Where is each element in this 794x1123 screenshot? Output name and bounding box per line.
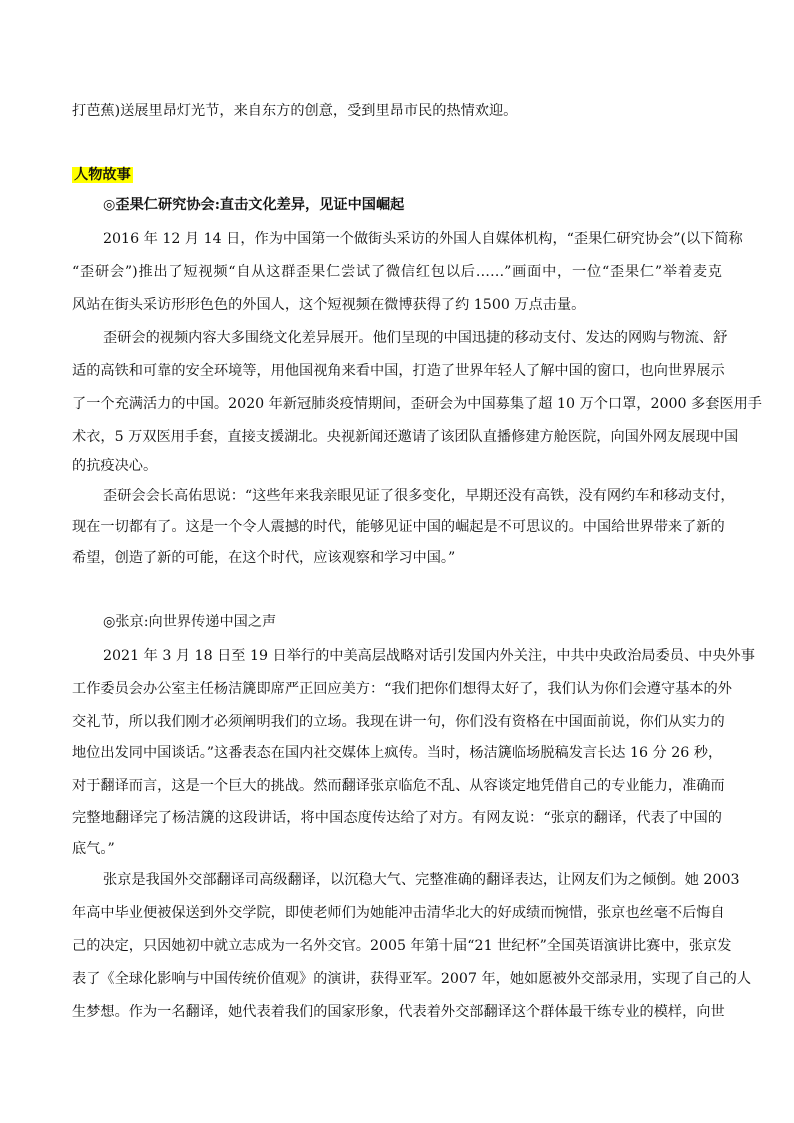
story2-p1-line: 工作委员会办公室主任杨洁篪即席严正回应美方：“我们把你们想得太好了，我们认为你们会遵守基本的外 [72,681,732,697]
story2-p2-line: 表了《全球化影响与中国传统价值观》的演讲，获得亚军。2007 年，她如愿被外交部录用，实现了自己的人 [72,971,752,987]
section-tag-line [72,165,722,185]
story1-p3-line: 希望，创造了新的可能，在这个时代，应该观察和学习中国。” [72,550,456,566]
story1-p1-line: 2016 年 12 月 14 日，作为中国第一个做街头采访的外国人自媒体机构，“歪果仁研究协会”(以下简称 [103,231,743,247]
section-tag: 人物故事 [74,167,131,183]
story2-p1-line: 底气。” [72,841,115,857]
story2-p1-line: 地位出发同中国谈话。”这番表态在国内社交媒体上疯传。当时，杨洁篪临场脱稿发言长达 16 分 26 秒， [72,745,723,761]
story1-p2-line: 歪研会的视频内容大多围绕文化差异展开。他们呈现的中国迅捷的移动支付、发达的网购与物流、舒 [103,330,728,346]
story2-p1-line: 交礼节，所以我们刚才必须阐明我们的立场。我现在讲一句，你们没有资格在中国面前说，你们从实力的 [72,714,725,730]
story1-p2-line: 了一个充满活力的中国。2020 年新冠肺炎疫情期间，歪研会为中国募集了超 10 万个口罩，2000 多套医用手 [72,396,762,412]
story1-p3-line: 现在一切都有了。这是一个令人震撼的时代，能够见证中国的崛起是不可思议的。中国给世界带来了新的 [72,519,725,535]
story1-p2-line: 的抗疫决心。 [72,458,158,474]
story2-p1-line: 完整地翻译完了杨洁篪的这段讲话，将中国态度传达给了对方。有网友说：“张京的翻译，代表了中国的 [72,810,722,826]
story2-title: ◎张京:向世界传递中国之声 [103,614,277,630]
story2-p2-line: 年高中毕业便被保送到外交学院，即使老师们为她能冲击清华北大的好成绩而惋惜，张京也丝毫不后悔自 [72,905,725,921]
intro-line: 打芭蕉)送展里昂灯光节，来自东方的创意，受到里昂市民的热情欢迎。 [72,103,518,119]
story2-p2-line: 生梦想。作为一名翻译，她代表着我们的国家形象，代表着外交部翻译这个群体最干练专业的模样，向世 [72,1004,725,1020]
story1-p1-line: 风站在街头采访形形色色的外国人，这个短视频在微博获得了约 1500 万点击量。 [72,297,586,313]
story2-p1-line: 2021 年 3 月 18 日至 19 日举行的中美高层战略对话引发国内外关注，中共中央政治局委员、中央外事 [103,648,755,664]
story1-p3-line: 歪研会会长高佑思说：“这些年来我亲眼见证了很多变化，早期还没有高铁，没有网约车和移动支付， [103,488,735,504]
story1-p2-line: 适的高铁和可靠的安全环境等，用他国视角来看中国，打造了世界年轻人了解中国的窗口，也向世界展示 [72,363,725,379]
story1-p2-line: 术衣，5 万双医用手套，直接支援湖北。央视新闻还邀请了该团队直播修建方舱医院，向国外网友展现中国 [72,429,739,445]
story2-p2-line: 己的决定，只因她初中就立志成为一名外交官。2005 年第十届“21 世纪杯”全国英语演讲比赛中，张京发 [72,938,732,954]
story2-p2-line: 张京是我国外交部翻译司高级翻译，以沉稳大气、完整准确的翻译表达，让网友们为之倾倒。她 2003 [103,872,740,888]
story1-p1-line: “歪研会”)推出了短视频“自从这群歪果仁尝试了微信红包以后……”画面中，一位“歪果仁”举着麦克 [72,264,722,280]
story2-p1-line: 对于翻译而言，这是一个巨大的挑战。然而翻译张京临危不乱、从容谈定地凭借自己的专业能力，准确而 [72,778,725,794]
story1-title: ◎歪果仁研究协会:直击文化差异，见证中国崛起 [103,197,405,213]
